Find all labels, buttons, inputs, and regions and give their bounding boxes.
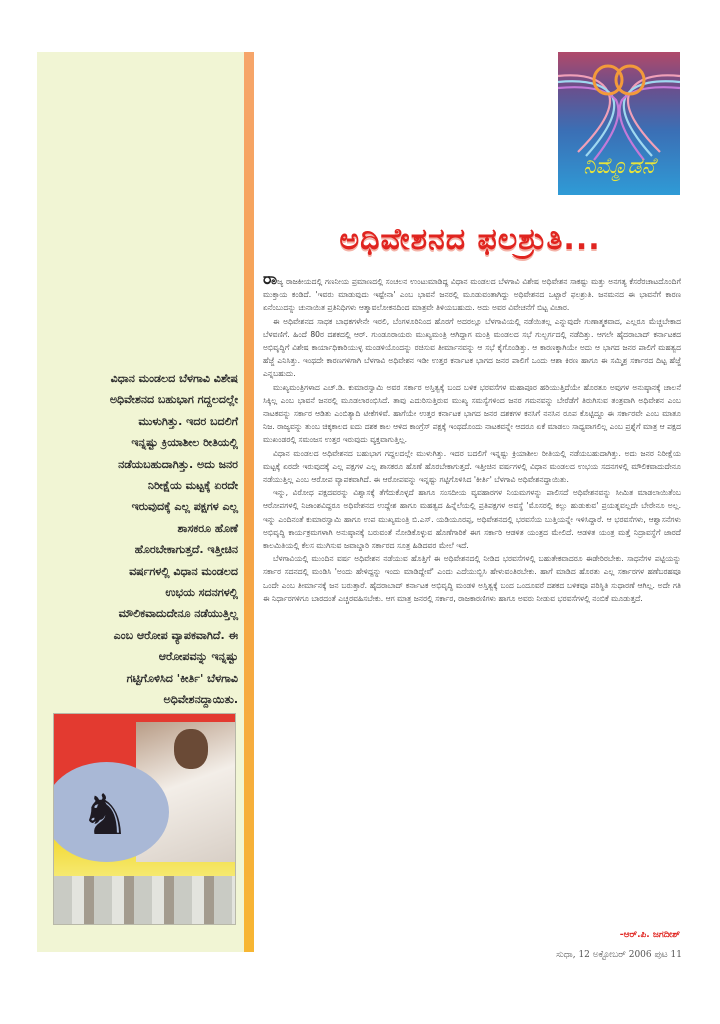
article-paragraph: ಮುಖ್ಯಮಂತ್ರಿಗಳಾದ ಎಚ್.ಡಿ. ಕುಮಾರಸ್ವಾಮಿ ಅವರ ಸರ್ಕಾರ ಅಸ್ತಿತ್ವಕ್ಕೆ ಬಂದ ಬಳಿಕ ಭರವಸೆಗಳ ಮಹಾಪೂರ ಹರಿಯುತ್ತಿದೆಯೇ ಹೊರತೂ ಅವುಗಳ ಅನುಷ್ಠಾನಕ್ಕೆ ಚಾಲನೆ ಸಿಕ್ಕಿಲ್ಲ ಎಂಬ ಭಾವನೆ ಜನರಲ್ಲಿ ಮೂಡಲಾರಂಭಿಸಿದೆ. ತಾವು ಎದುರಿಸುತ್ತಿರುವ ಮುಖ್ಯ ಸಮಸ್ಯೆಗಳಿಂದ ಜನರ ಗಮನವನ್ನು ಬೇರೆಡೆಗೆ ತಿರುಗಿಸುವ ತಂತ್ರವಾಗಿ ಅಧಿವೇಶನ ಎಂಬ ನಾಟಕವನ್ನು ಸರ್ಕಾರ ಆಡಿತು ಎಂಬಿತ್ಯಾದಿ ಟೀಕೆಗಳಿವೆ. ಹಾಗೆಯೇ ಉತ್ತರ ಕರ್ನಾಟಕ ಭಾಗದ ಜನರ ದಶಕಗಳ ಕನಸಿಗೆ ನನಸಿನ ರೂಪ ಕೊಟ್ಟಿದ್ದೂ ಈ ಸರ್ಕಾರವೇ ಎಂಬ ಮಾತೂ ನಿಜ. ರಾಜ್ಯವನ್ನು ತುಂಬ ಚಿಕ್ಕಕಾಲದ ಐದು ದಶಕ ಕಾಲ ಆಳಿದ ಕಾಂಗ್ರೆಸ್ ಪಕ್ಷಕ್ಕೆ ಇಂಥದೊಂದು ನಾಟಕವನ್ನೇ ಆದರೂ ಏಕೆ ಮಾಡಲು ಸಾಧ್ಯವಾಗಲಿಲ್ಲ ಎಂಬ ಪ್ರಶ್ನೆಗೆ ಮಾತ್ರ ಆ ಪಕ್ಷದ ಮುಖಂಡರಲ್ಲಿ ಸಮಂಜಸ ಉತ್ತರ ಇರುವುದು ವ್ಯಕ್ತವಾಗುತ್ತಿಲ್ಲ. [263, 382, 681, 445]
article-body [263, 269, 681, 605]
article-paragraph: ಇನ್ನು, ವಿರೋಧ ಪಕ್ಷದವರನ್ನು ವಿಶ್ವಾಸಕ್ಕೆ ತೆಗೆದುಕೊಳ್ಳದೆ ಹಾಗೂ ಸಂಸದೀಯ ವ್ಯವಹಾರಗಳ ನಿಯಮಗಳನ್ನು ಪಾಲಿಸದೆ ಅಧಿವೇಶನವನ್ನು ಸೀಮಿತ ಮಾಡಲಾಯಿತೆಂಬ ಆರೋಪಗಳಲ್ಲಿ ನಿಜಾಂಶವಿದ್ದರೂ ಅಧಿವೇಶನದ ಉದ್ದೇಶ ಹಾಗೂ ಮಹತ್ವದ ಹಿನ್ನೆಲೆಯಲ್ಲಿ ಪ್ರತಿಪಕ್ಷಗಳ ಅವಸ್ಥೆ 'ಮೊಸರಲ್ಲಿ ಕಲ್ಲು ಹುಡುಕುವ' ಪ್ರಯತ್ನವಲ್ಲದೇ ಬೇರೇನೂ ಅಲ್ಲ. ಇನ್ನು ಎಂದಿನಂತೆ ಕುಮಾರಸ್ವಾಮಿ ಹಾಗೂ ಉಪ ಮುಖ್ಯಮಂತ್ರಿ ಬಿ.ಎಸ್. ಯಡಿಯೂರಪ್ಪ, ಅಧಿವೇಶನದಲ್ಲಿ ಭರವಸೆಯ ಬುತ್ತಿಯನ್ನೇ ಇಳಿಸಿದ್ದಾರೆ. ಆ ಭರವಸೆಗಳು, ಆಶ್ವಾಸನೆಗಳು ಅಭಿವೃದ್ಧಿ ಕಾರ್ಯಕ್ರಮಗಳಾಗಿ ಅನುಷ್ಠಾನಕ್ಕೆ ಬರುವಂತೆ ನೋಡಿಕೊಳ್ಳುವ ಹೊಣೆಗಾರಿಕೆ ಈಗ ಸರ್ಕಾರಿ ಆಡಳಿತ ಯಂತ್ರದ ಮೇಲಿದೆ. ಆಡಳಿತ ಯಂತ್ರ ಮತ್ತೆ ನಿದ್ರಾವಸ್ಥೆಗೆ ಜಾರದೆ ಕಾಲಮಿತಿಯಲ್ಲಿ ಕೆಲಸ ಮುಗಿಸುವ ಜವಾಬ್ದಾರಿ ಸರ್ಕಾರದ ಸೂತ್ರ ಹಿಡಿದವರ ಮೇಲೆ ಇದೆ. [263, 488, 681, 551]
logo-title: ನಿಮ್ಮೊಡನೆ [583, 154, 655, 179]
speaker-head [174, 729, 208, 769]
pull-quote-line: ಅಧಿವೇಶನದ ಬಹುಭಾಗ ಗದ್ದಲದಲ್ಲೇ [109, 393, 238, 407]
pull-quote-line: ಆರೋಪವನ್ನು ಇನ್ನಷ್ಟು [158, 650, 238, 664]
pull-quote-line: ನಡೆಯಬಹುದಾಗಿತ್ತು. ಅದು ಜನರ [118, 457, 238, 471]
pull-quote-line: ಉಭಯ ಸದನಗಳಲ್ಲಿ [165, 586, 238, 600]
author-byline: -ಆರ್.ಪಿ. ಜಗದೀಶ್ [619, 930, 680, 940]
pull-quote-line: ಇರುವುದಕ್ಕೆ ಎಲ್ಲ ಪಕ್ಷಗಳ ಎಲ್ಲ [131, 500, 238, 514]
drop-cap: ರಾ [263, 269, 278, 288]
paragraph-text: ಜ್ಯ ರಾಜಕೀಯದಲ್ಲಿ ಗಣನೀಯ ಪ್ರಮಾಣದಲ್ಲಿ ಸಂಚಲನ ಉಂಟುಮಾಡಿದ್ದ ವಿಧಾನ ಮಂಡಲದ ಬೆಳಗಾವಿ ವಿಶೇಷ ಅಧಿವೇಶನ ಸಾಕಷ್ಟು ಮತ್ತು ಅನಗತ್ಯ ಕೆಸರೆರಚಾಟದೊಂದಿಗೆ ಮುಕ್ತಾಯ ಕಂಡಿದೆ. 'ಇವರು ಮಾಡುವುದು ಇಷ್ಟೇನಾ' ಎಂಬ ಭಾವನೆ ಜನರಲ್ಲಿ ಮೂಡುವಂತಾಗಿದ್ದು ಅಧಿವೇಶನದ ಒಟ್ಟಾರೆ ಫಲಶ್ರುತಿ. ಜನಮನದ ಈ ಭಾವನೆಗೆ ಕಾರಣ ಏನೆಂಬುದನ್ನು ಚುನಾಯಿತ ಪ್ರತಿನಿಧಿಗಳು ಆತ್ಮಾವಲೋಕನದಿಂದ ಮಾತ್ರವೇ ತಿಳಿಯಬಹುದು. ಅದು ಅವರ ವಿವೇಚನೆಗೆ ಬಿಟ್ಟ ವಿಚಾರ. [263, 277, 681, 313]
pull-quote-line: ಮೌಲಿಕವಾದುದೇನೂ ನಡೆಯುತ್ತಿಲ್ಲ [118, 607, 238, 621]
pull-quote-line: ಶಾಸಕರೂ ಹೊಣೆ [177, 521, 238, 535]
section-logo [558, 52, 680, 195]
article-paragraph: ಬೆಳಗಾವಿಯಲ್ಲಿ ಮುಂದಿನ ವರ್ಷ ಅಧಿವೇಶನ ನಡೆಯುವ ಹೊತ್ತಿಗೆ ಈ ಅಧಿವೇಶನದಲ್ಲಿ ನೀಡಿದ ಭರವಸೆಗಳಲ್ಲಿ ಬಹುತೇಕವಾದರೂ ಈಡೇರಿರಬೇಕು. ಸಾಧನೆಗಳ ಪಟ್ಟಿಯನ್ನು ಸರ್ಕಾರ ಸದನದಲ್ಲಿ ಮಂಡಿಸಿ 'ಅಂದು ಹೇಳಿದ್ದನ್ನು ಇಂದು ಮಾಡಿದ್ದೇವೆ' ಎಂದು ಎದೆಯುಬ್ಬಿಸಿ ಹೇಳುವಂತಿರಬೇಕು. ಹಾಗೆ ಮಾಡಿದ ಹೊರತು ಎಲ್ಲ ಸರ್ಕಾರಗಳ ಹಣೆಬರಹವೂ ಒಂದೇ ಎಂಬ ತೀರ್ಮಾನಕ್ಕೆ ಜನ ಬರುತ್ತಾರೆ. ಹೈದರಾಬಾದ್ ಕರ್ನಾಟಕ ಅಭಿವೃದ್ಧಿ ಮಂಡಳಿ ಅಸ್ತಿತ್ವಕ್ಕೆ ಬಂದ ಒಂದೂವರೆ ದಶಕದ ಬಳಿಕವೂ ಪರಿಸ್ಥಿತಿ ಸುಧಾರಣೆ ಆಗಿಲ್ಲ. ಅದೇ ಗತಿ ಈ ನಿರ್ಧಾರಗಳಿಗೂ ಬಾರದಂತೆ ಎಚ್ಚರವಹಿಸಬೇಕು. ಆಗ ಮಾತ್ರ ಜನರಲ್ಲಿ ಸರ್ಕಾರ, ರಾಜಕಾರಣಿಗಳು ಹಾಗೂ ಅವರು ನೀಡುವ ಭರವಸೆಗಳಲ್ಲಿ ನಂಬಿಕೆ ಮೂಡುತ್ತದೆ. [263, 554, 681, 603]
pull-quote [58, 368, 238, 711]
sidebar-accent-bar [244, 52, 254, 952]
pull-quote-line: ನಿರೀಕ್ಷೆಯ ಮಟ್ಟಕ್ಕೆ ಏರದೇ [147, 479, 238, 493]
pull-quote-line: ವರ್ಷಗಳಲ್ಲಿ ವಿಧಾನ ಮಂಡಲದ [129, 564, 238, 578]
article-paragraph: ಈ ಅಧಿವೇಶನದ ಸಾಧಕ ಬಾಧಕಗಳೇನೇ ಇರಲಿ, ಬೆಂಗಳೂರಿನಿಂದ ಹೊರಗೆ ಅದರಲ್ಲೂ ಬೆಳಗಾವಿಯಲ್ಲಿ ನಡೆಯಿತಲ್ಲ ಎನ್ನುವುದೇ ಗುಣಾತ್ಮಕವಾದ, ಎಲ್ಲರೂ ಮೆಚ್ಚಬೇಕಾದ ಬೆಳವಣಿಗೆ. ಹಿಂದೆ 80ರ ದಶಕದಲ್ಲಿ ಆರ್. ಗುಂಡೂರಾಯರು ಮುಖ್ಯಮಂತ್ರಿ ಆಗಿದ್ದಾಗ ಮಂತ್ರಿ ಮಂಡಲದ ಸಭೆ ಗುಲ್ಬರ್ಗದಲ್ಲಿ ನಡೆದಿತ್ತು. ಆಗಲೇ ಹೈದರಾಬಾದ್ ಕರ್ನಾಟಕದ ಅಭಿವೃದ್ಧಿಗೆ ವಿಶೇಷ ಕಾರ್ಯಾಧಿಕಾರಿಯುಳ್ಳ ಮಂಡಳಿಯೊಂದನ್ನು ರಚಿಸುವ ತೀರ್ಮಾನವನ್ನು ಆ ಸಭೆ ಕೈಗೊಂಡಿತ್ತು. ಆ ಕಾರಣಕ್ಕಾಗಿಯೇ ಅದು ಆ ಭಾಗದ ಜನರ ಪಾಲಿಗೆ ಮಹತ್ವದ ಹೆಜ್ಜೆ ಎನಿಸಿತ್ತು. ಇಂಥದೇ ಕಾರಣಗಳಿಗಾಗಿ ಬೆಳಗಾವಿ ಅಧಿವೇಶನ ಇಡೀ ಉತ್ತರ ಕರ್ನಾಟಕ ಭಾಗದ ಜನರ ಪಾಲಿಗೆ ಒಂದು ಆಶಾ ಕಿರಣ ಹಾಗೂ ಈ ಸಮ್ಮಿಶ್ರ ಸರ್ಕಾರದ ದಿಟ್ಟ ಹೆಜ್ಜೆ ಎನ್ನಬಹುದು. [263, 316, 681, 379]
horse-statue-icon: ♞ [79, 783, 131, 848]
photo-collage [53, 713, 236, 925]
pull-quote-line: ಇನ್ನಷ್ಟು ಕ್ರಿಯಾಶೀಲ ರೀತಿಯಲ್ಲಿ [131, 436, 238, 450]
pull-quote-line: ಮುಳುಗಿತ್ತು. ಇದರ ಬದಲಿಗೆ [138, 414, 238, 428]
article-paragraph: ವಿಧಾನ ಮಂಡಲದ ಅಧಿವೇಶನದ ಬಹುಭಾಗ ಗದ್ದಲದಲ್ಲೇ ಮುಳುಗಿತ್ತು. ಇದರ ಬದಲಿಗೆ ಇನ್ನಷ್ಟು ಕ್ರಿಯಾಶೀಲ ರೀತಿಯಲ್ಲಿ ನಡೆಯಬಹುದಾಗಿತ್ತು. ಅದು ಜನರ ನಿರೀಕ್ಷೆಯ ಮಟ್ಟಕ್ಕೆ ಏರದೇ ಇರುವುದಕ್ಕೆ ಎಲ್ಲ ಪಕ್ಷಗಳ ಎಲ್ಲ ಶಾಸಕರೂ ಹೊಣೆ ಹೊರಬೇಕಾಗುತ್ತದೆ. ಇತ್ತೀಚಿನ ವರ್ಷಗಳಲ್ಲಿ ವಿಧಾನ ಮಂಡಲದ ಉಭಯ ಸದನಗಳಲ್ಲಿ ಮೌಲಿಕವಾದುದೇನೂ ನಡೆಯುತ್ತಿಲ್ಲ ಎಂಬ ಆರೋಪ ವ್ಯಾಪಕವಾಗಿದೆ. ಈ ಆರೋಪವನ್ನು ಇನ್ನಷ್ಟು ಗಟ್ಟಿಗೊಳಿಸಿದ 'ಕೀರ್ತಿ' ಬೆಳಗಾವಿ ಅಧಿವೇಶನದ್ದಾಯಿತು. [263, 448, 681, 485]
pull-quote-line: ಎಂಬ ಆರೋಪ ವ್ಯಾಪಕವಾಗಿದೆ. ಈ [113, 628, 238, 642]
page-title: ಅಧಿವೇಶನದ ಫಲಶ್ರುತಿ... [339, 222, 601, 257]
pull-quote-line: ಗಟ್ಟಿಗೊಳಿಸಿದ 'ಕೀರ್ತಿ' ಬೆಳಗಾವಿ [126, 671, 238, 685]
pull-quote-line: ಅಧಿವೇಶನದ್ದಾಯಿತು. [163, 693, 238, 707]
pull-quote-line: ವಿಧಾನ ಮಂಡಲದ ಬೆಳಗಾವಿ ವಿಶೇಷ [110, 372, 238, 385]
page-footer: ಸುಧಾ, 12 ಅಕ್ಟೋಬರ್ 2006 ಪುಟ 11 [556, 950, 682, 960]
pull-quote-line: ಹೊರಬೇಕಾಗುತ್ತದೆ. ಇತ್ತೀಚಿನ [134, 543, 238, 557]
article-paragraph [263, 269, 681, 315]
newspaper-clippings [54, 876, 235, 924]
